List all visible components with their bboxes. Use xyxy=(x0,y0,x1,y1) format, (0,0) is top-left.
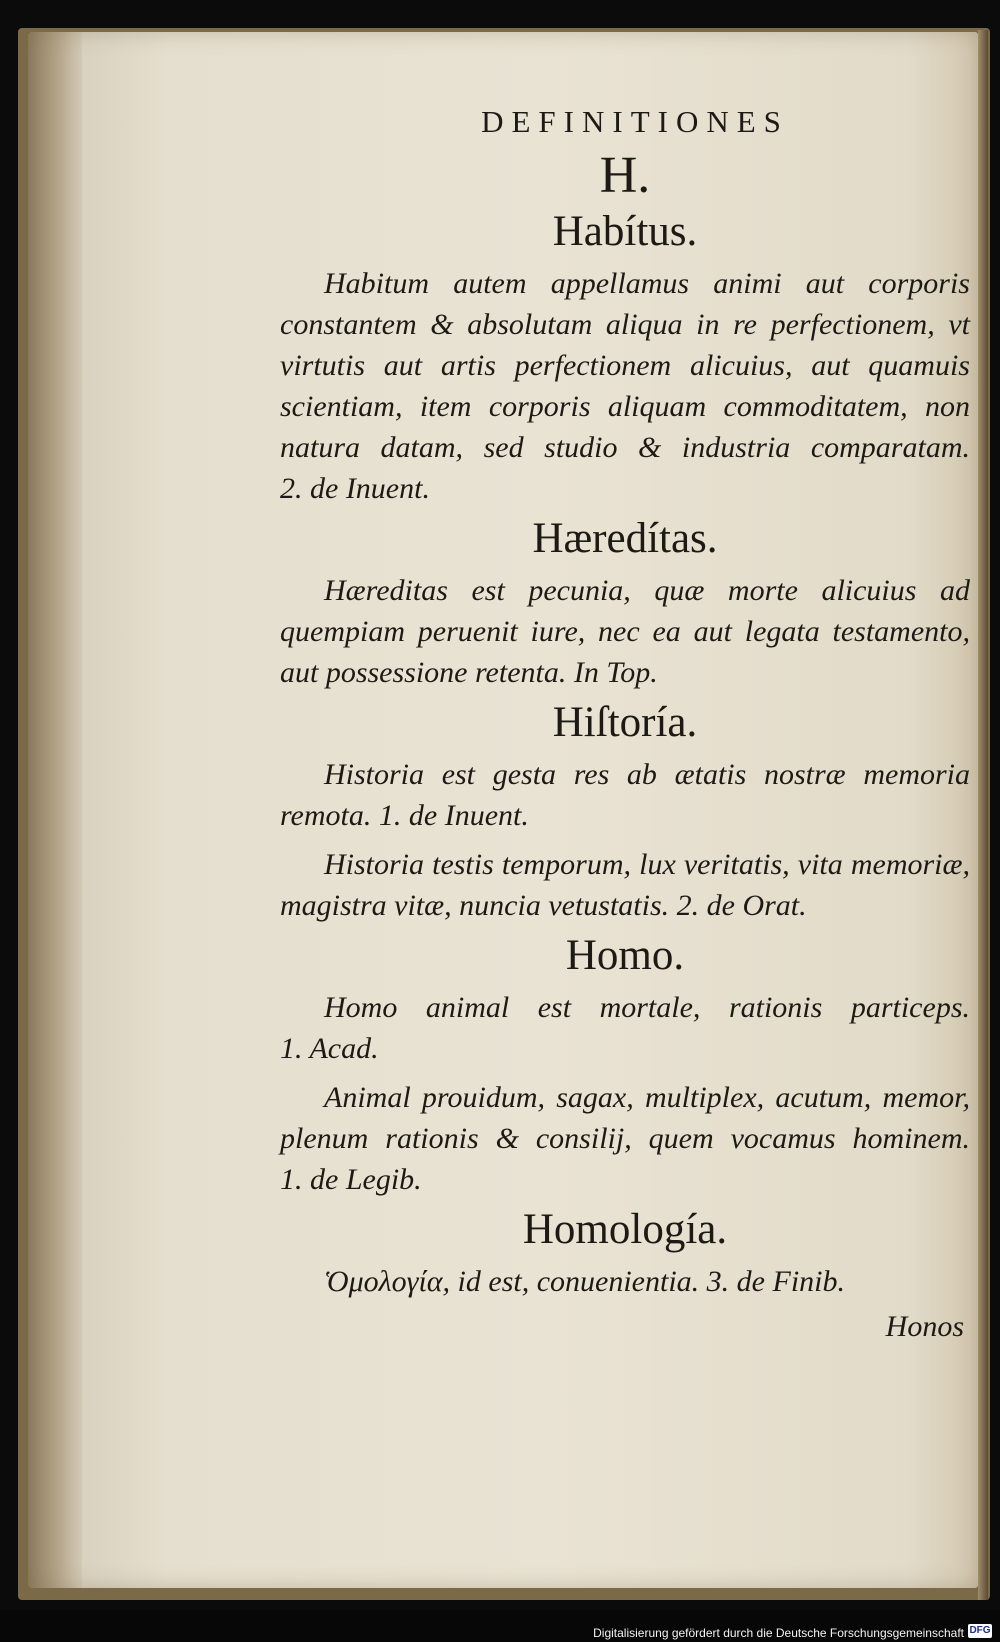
definition-text: Historia est gesta res ab ætatis nostræ memoria remota. xyxy=(280,758,970,832)
dfg-logo-icon: DFG xyxy=(969,1625,991,1636)
source-reference: In Top. xyxy=(573,656,658,689)
definition-text: Ὁμολογία, id est, conuenientia. xyxy=(324,1265,700,1298)
source-reference: 1. de Legib. xyxy=(280,1163,422,1196)
entry-text-homo-1 xyxy=(280,987,970,1069)
entry-title-homo: Homo. xyxy=(565,932,685,979)
entry-title-homologia: Homología. xyxy=(522,1206,728,1253)
running-head: DEFINITIONES xyxy=(481,104,789,139)
definition-text: Historia testis temporum, lux veritatis, vita memoriæ, magistra vitæ, nuncia vetustatis. xyxy=(280,848,970,922)
page-edge xyxy=(978,30,988,1600)
source-reference: 2. de Inuent. xyxy=(280,472,430,505)
entry-text-historia-2 xyxy=(280,844,970,926)
entry-title-historia: Hiſtoría. xyxy=(552,699,698,746)
catchword: Honos xyxy=(885,1310,964,1343)
entry-title-habitus: Habítus. xyxy=(552,208,698,255)
entry-text-homo-2 xyxy=(280,1077,970,1200)
entry-title-haereditas: Hæredítas. xyxy=(532,515,718,562)
source-reference: 3. de Finib. xyxy=(706,1265,845,1298)
definition-text: Hæreditas est pecunia, quæ morte alicuius ad quempiam peruenit iure, nec ea aut legata testamento, aut possessione retenta. xyxy=(280,574,970,689)
entry-text-homologia xyxy=(280,1261,970,1302)
source-reference: 2. de Orat. xyxy=(676,889,807,922)
page-spine-shadow xyxy=(28,32,82,1588)
source-reference: 1. de Inuent. xyxy=(378,799,529,832)
entry-text-haereditas xyxy=(280,570,970,693)
section-letter: H. xyxy=(599,147,651,204)
definition-text: Homo animal est mortale, rationis particeps. xyxy=(324,991,970,1024)
entry-text-historia-1 xyxy=(280,754,970,836)
definition-text: Habitum autem appellamus animi aut corporis constantem & absolutam aliqua in re perfectionem, vt virtutis aut artis perfectionem alicuius, aut quamuis scientiam, item corporis aliquam commoditatem, non natura datam, sed studio & industria comparatam. xyxy=(280,267,970,464)
page-content xyxy=(280,90,970,1344)
funding-footer-text: Digitalisierung gefördert durch die Deutsche Forschungsgemeinschaft xyxy=(593,1626,964,1640)
entry-text-habitus xyxy=(280,263,970,509)
source-reference: 1. Acad. xyxy=(280,1032,379,1065)
definition-text: Animal prouidum, sagax, multiplex, acutum, memor, plenum rationis & consilij, quem vocamus hominem. xyxy=(280,1081,970,1155)
